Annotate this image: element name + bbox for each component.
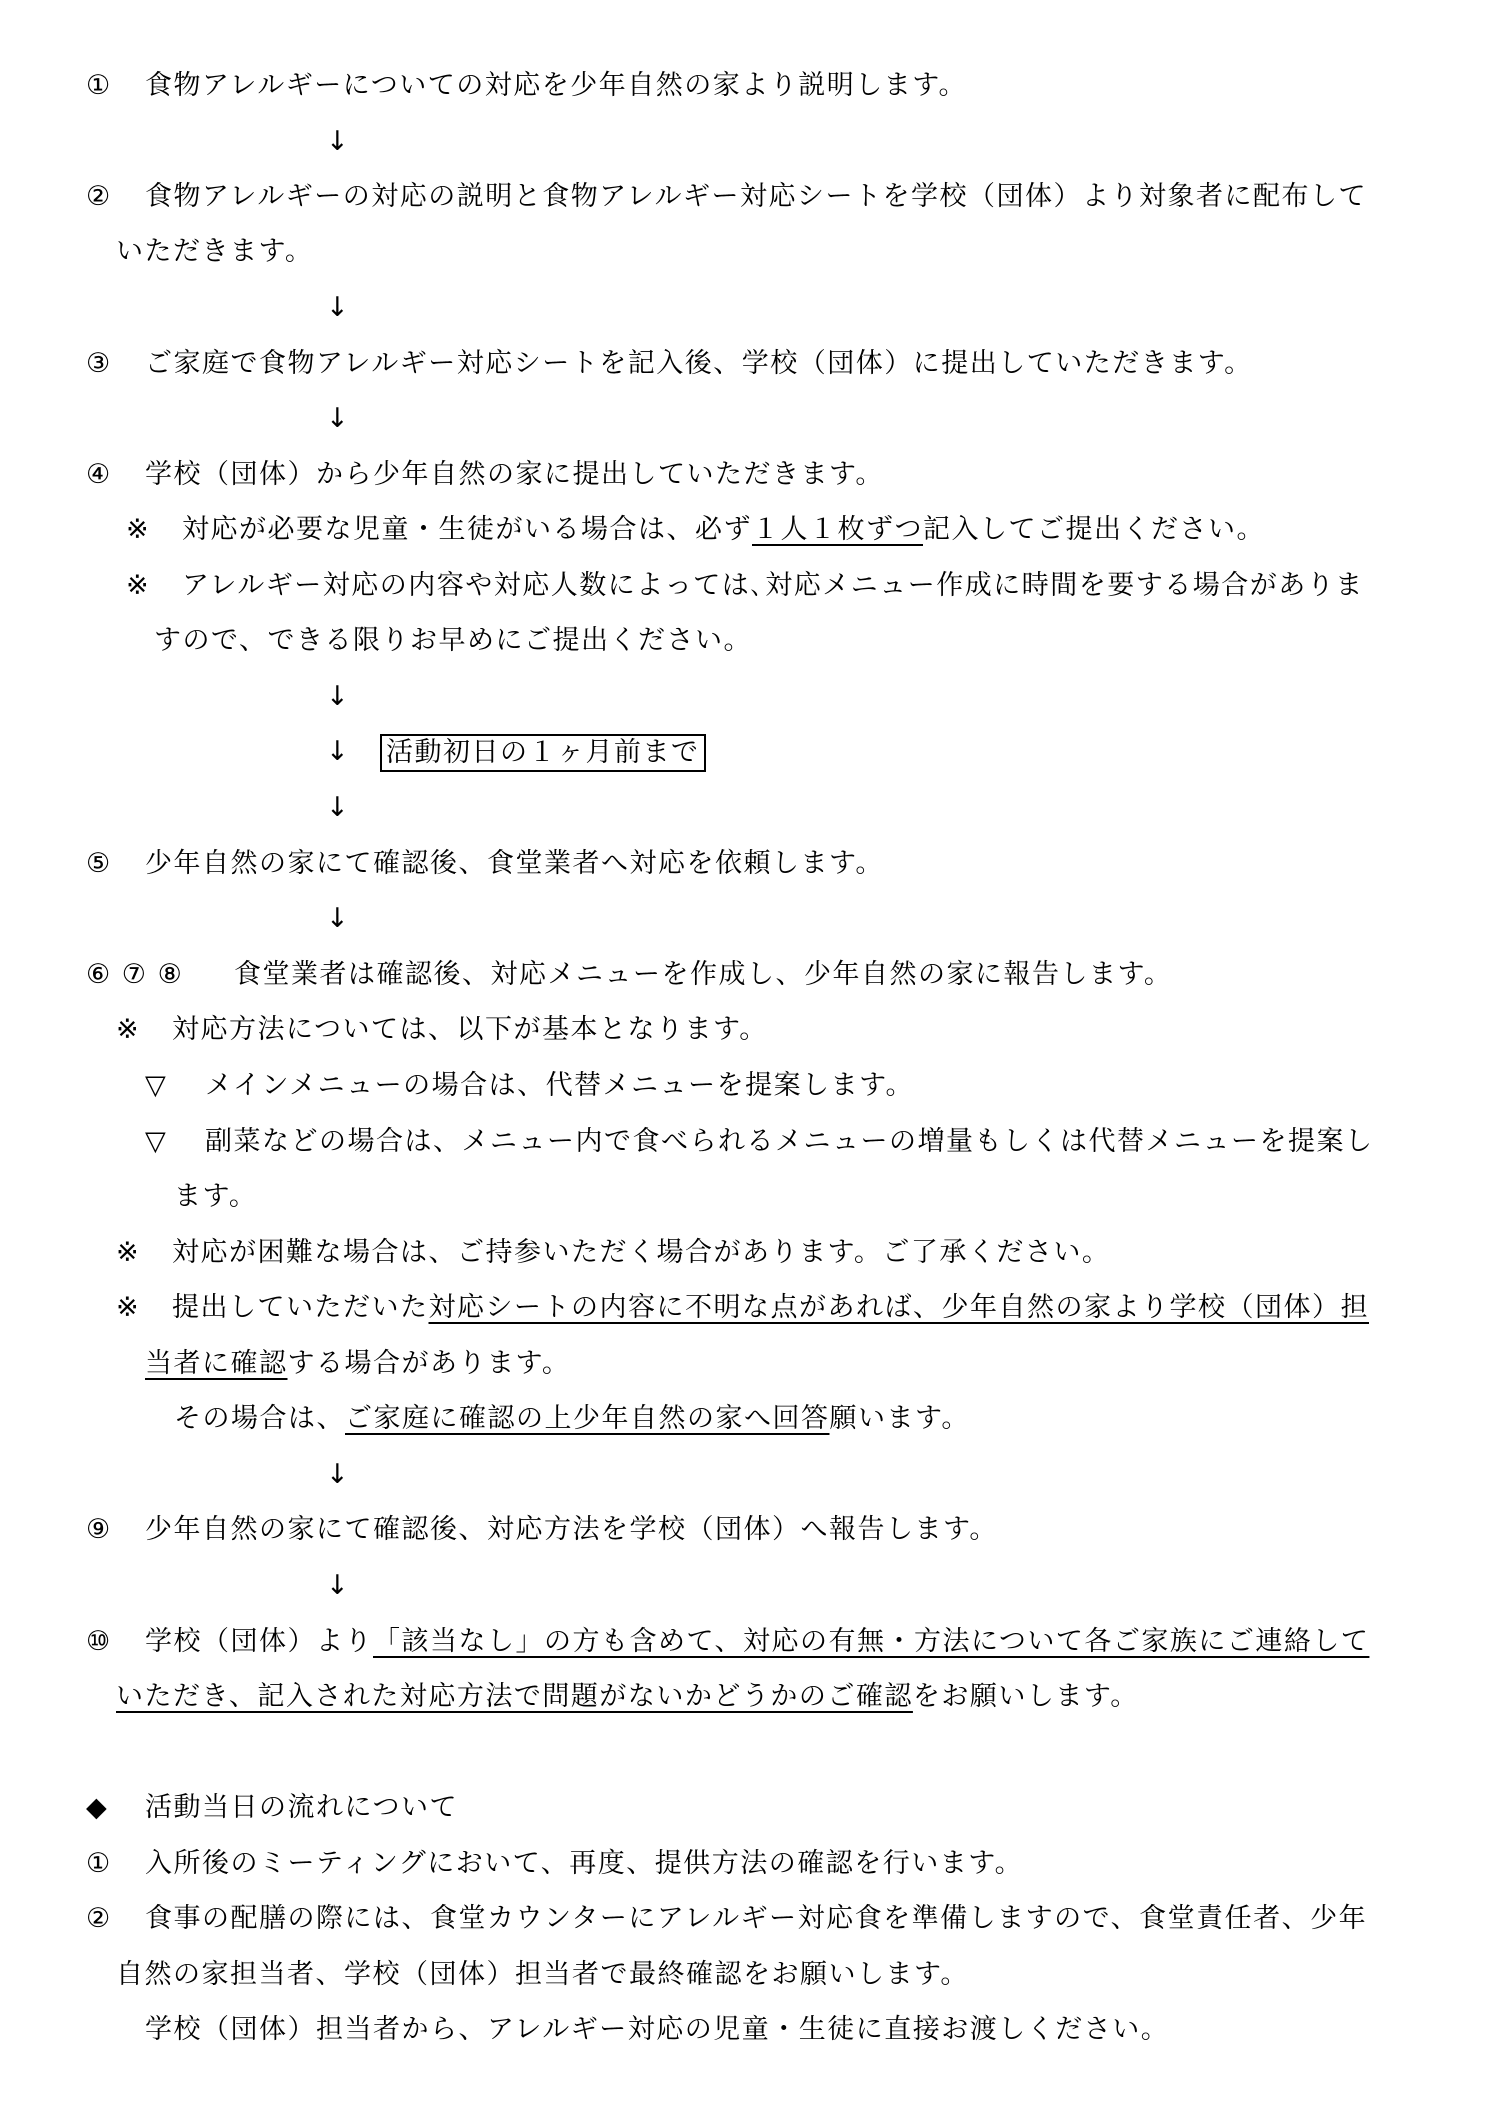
down-arrow-icon: ↓	[326, 292, 351, 323]
step-text: 入所後のミーティングにおいて、再度、提供方法の確認を行います。	[145, 1848, 1024, 1879]
step-number: ⑤	[86, 848, 112, 879]
step-text-part: 学校（団体）より	[145, 1626, 373, 1657]
note-mark: ※	[116, 1292, 141, 1323]
flow-arrow	[0, 290, 1503, 328]
step-2	[0, 179, 1503, 217]
step-2-continued	[0, 234, 1503, 272]
step-9	[0, 1512, 1503, 1550]
section-heading: 活動当日の流れについて	[145, 1792, 458, 1823]
flow-arrow	[0, 1457, 1503, 1495]
flow-arrow	[0, 790, 1503, 828]
emphasis-underline: １人１枚ずつ	[752, 514, 923, 545]
note-text-part: 記入してご提出ください。	[923, 514, 1265, 545]
step-6-item-2-continued	[0, 1179, 1503, 1217]
step-text: 学校（団体）から少年自然の家に提出していただきます。	[145, 459, 884, 490]
step-6-item-2	[0, 1124, 1503, 1162]
step-number: ⑩	[86, 1626, 112, 1657]
flow-arrow-deadline	[0, 734, 1503, 772]
step-4-note-1	[0, 512, 1503, 550]
note-text	[174, 1401, 970, 1437]
note-mark: ※	[116, 1237, 141, 1268]
note-text-part: 対応が必要な児童・生徒がいる場合は、必ず	[182, 514, 752, 545]
note-text: アレルギー対応の内容や対応人数によっては､対応メニュー作成に時間を要する場合がありま	[182, 570, 1364, 601]
down-arrow-icon: ↓	[326, 1459, 351, 1490]
down-arrow-icon: ↓	[326, 792, 351, 823]
step-number: ⑥ ⑦ ⑧	[86, 959, 184, 990]
down-arrow-icon: ↓	[326, 126, 351, 157]
emphasis-underline: 当者に確認	[145, 1348, 288, 1379]
flow-arrow	[0, 124, 1503, 162]
note-text	[182, 512, 1265, 548]
step-number: ⑨	[86, 1514, 112, 1545]
step-10-continued	[0, 1679, 1503, 1717]
diamond-bullet-icon: ◆	[86, 1792, 109, 1823]
emphasis-underline: いただき、記入された対応方法で問題がないかどうかのご確認	[116, 1681, 913, 1712]
down-arrow-icon: ↓	[326, 681, 351, 712]
emphasis-underline: ご家庭に確認の上少年自然の家へ回答	[345, 1403, 830, 1434]
step-text	[116, 1679, 1139, 1715]
step-text-part: をお願いします。	[912, 1681, 1139, 1712]
down-arrow-icon: ↓	[326, 1570, 351, 1601]
triangle-bullet-icon: ▽	[145, 1070, 168, 1101]
step-text: 食物アレルギーについての対応を少年自然の家より説明します。	[145, 70, 968, 101]
step-text: 食物アレルギーの対応の説明と食物アレルギー対応シートを学校（団体）より対象者に配布して	[145, 181, 1367, 212]
item-text: ます。	[174, 1181, 258, 1212]
item-text: 副菜などの場合は、メニュー内で食べられるメニューの増量もしくは代替メニューを提案し	[205, 1126, 1374, 1157]
step-4-note-2-continued	[0, 623, 1503, 661]
step-text: 食堂業者は確認後、対応メニューを作成し、少年自然の家に報告します。	[234, 959, 1173, 990]
note-text-part: その場合は、	[174, 1403, 345, 1434]
day-of-heading	[0, 1790, 1503, 1828]
step-6-note-3	[0, 1290, 1503, 1328]
step-number: ①	[86, 70, 112, 101]
note-text: 対応が困難な場合は、ご持参いただく場合があります。ご了承ください。	[172, 1237, 1111, 1268]
item-text: メインメニューの場合は、代替メニューを提案します。	[205, 1070, 914, 1101]
step-text	[145, 1624, 1369, 1660]
day-of-item-1	[0, 1846, 1503, 1884]
down-arrow-icon: ↓	[326, 736, 351, 767]
day-of-item-2	[0, 1901, 1503, 1939]
step-text: 少年自然の家にて確認後、食堂業者へ対応を依頼します。	[145, 848, 884, 879]
step-4	[0, 457, 1503, 495]
note-mark: ※	[126, 514, 151, 545]
step-text: ご家庭で食物アレルギー対応シートを記入後、学校（団体）に提出していただきます。	[145, 348, 1253, 379]
day-of-item-2-continued	[0, 1957, 1503, 1995]
step-text: 食事の配膳の際には、食堂カウンターにアレルギー対応食を準備しますので、食堂責任者、少年	[145, 1903, 1368, 1934]
step-number: ③	[86, 348, 112, 379]
step-text: いただきます。	[116, 236, 314, 267]
note-text-part: する場合があります。	[287, 1348, 571, 1379]
note-text-part: 提出していただいた	[172, 1292, 429, 1323]
day-of-item-2-followup	[0, 2012, 1503, 2050]
step-6-note-3-followup	[0, 1401, 1503, 1439]
step-number: ④	[86, 459, 112, 490]
flow-arrow	[0, 679, 1503, 717]
step-6-item-1	[0, 1068, 1503, 1106]
step-number: ②	[86, 1903, 112, 1934]
triangle-bullet-icon: ▽	[145, 1126, 168, 1157]
step-text: 学校（団体）担当者から、アレルギー対応の児童・生徒に直接お渡しください。	[145, 2014, 1170, 2045]
step-number: ②	[86, 181, 112, 212]
step-3	[0, 346, 1503, 384]
step-10	[0, 1624, 1503, 1662]
step-1	[0, 68, 1503, 106]
step-6-7-8	[0, 957, 1503, 995]
note-text	[145, 1346, 570, 1382]
note-text-part: 願います。	[829, 1403, 970, 1434]
note-text: 対応方法については、以下が基本となります。	[172, 1014, 768, 1045]
step-6-note-2	[0, 1235, 1503, 1273]
step-text: 自然の家担当者、学校（団体）担当者で最終確認をお願いします。	[116, 1959, 969, 1990]
step-4-note-2	[0, 568, 1503, 606]
down-arrow-icon: ↓	[326, 403, 351, 434]
note-text: すので、できる限りお早めにご提出ください。	[154, 625, 752, 656]
step-text: 少年自然の家にて確認後、対応方法を学校（団体）へ報告します。	[145, 1514, 998, 1545]
emphasis-underline: 対応シートの内容に不明な点があれば、少年自然の家より学校（団体）担	[428, 1292, 1369, 1323]
flow-arrow	[0, 1568, 1503, 1606]
deadline-box: 活動初日の１ヶ月前まで	[380, 734, 706, 772]
step-6-note-1	[0, 1012, 1503, 1050]
flow-arrow	[0, 401, 1503, 439]
note-mark: ※	[126, 570, 151, 601]
step-6-note-3-continued	[0, 1346, 1503, 1384]
note-mark: ※	[116, 1014, 141, 1045]
note-text	[172, 1290, 1369, 1326]
emphasis-underline: 「該当なし」の方も含めて、対応の有無・方法について各ご家族にご連絡して	[373, 1626, 1370, 1657]
step-number: ①	[86, 1848, 112, 1879]
step-5	[0, 846, 1503, 884]
flow-arrow	[0, 901, 1503, 939]
down-arrow-icon: ↓	[326, 903, 351, 934]
